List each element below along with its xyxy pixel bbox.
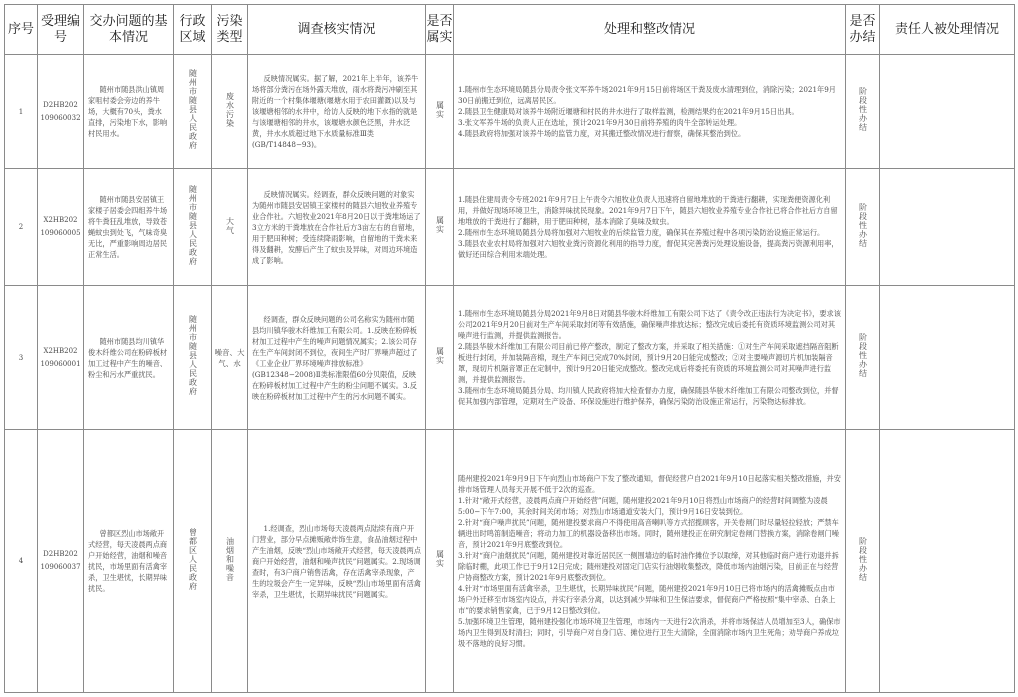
row-completed [846,286,880,430]
header-id: 受理编号 [38,5,84,55]
row-type [212,55,248,169]
header-issue: 交办问题的基本情况 [84,5,174,55]
table-body [5,55,1015,693]
row-verified-text: 属实 [435,216,445,234]
row-handling [454,55,846,169]
row-region-text: 随州市随县人民政府 [188,184,198,266]
row-completed-text: 阶段性办结 [858,333,868,378]
row-type: 噪音、大气、水 [212,286,248,430]
header-accountability: 责任人被处理情况 [880,5,1015,55]
row-type-text: 废水污染 [225,92,235,128]
row-investigation-text: 反映情况属实。据了解，2021年上半年，该养牛场将部分粪污在场外露天堆放，雨水将粪污冲刷至其附近的一个村集体堰塘(堰塘水用于农田灌溉)以及与该堰塘相邻的水井中，给访人反映的地下水指的就是与该堰塘相邻的井水，该堰塘水颜色泛黑，井水泛黄，井水水质超过地下水质量标准Ⅲ类(GB/T14848−93)。 [252,74,419,149]
row-investigation [248,55,426,169]
row-issue-text: 随州市随县安居镇王家楼子居委会四组养牛场将牛粪狂乱堆放，导致苍蝇蚊虫到处飞，气味奇臭无比，严重影响周边居民正常生活。 [88,195,168,259]
row-completed-text: 阶段性办结 [858,536,868,582]
table-row [5,55,1015,169]
row-seq: 3 [5,286,38,430]
row-id-line1: X2HB202 [43,216,78,224]
row-verified-text: 属实 [435,346,445,365]
row-id-line1: D2HB202 [43,100,78,109]
row-completed [846,430,880,693]
header-region: 行政区域 [174,5,212,55]
handling-item: 随州建投2021年9月9日下午向烈山市场商户下发了整改通知，督促经营户自2021年9月10日起落实相关整改措施，并安排市场管理人员每天开展不低于2次的巡查。 [458,474,841,494]
row-region [174,286,212,430]
handling-item: 4.针对“市场里面有活禽宰杀，卫生堪忧，长期异味扰民”问题，随州建投2021年9月10日已将市场内的活禽摊贩点由市场户外迁移至市场室内设点，并实行宰杀分离，以达到减少异味和卫生保洁要求，督促商户严格按照“集中宰杀、白条上市”的要求销售家禽，已于9月12日整改到位。 [458,584,836,615]
header-handling: 处理和整改情况 [454,5,846,55]
handling-item: 5.加强环境卫生管理，随州建投强化市场环境卫生管理，市场内一天进行2次消杀，并将市场保洁人员增加至3人，确保市场内卫生得到及时清扫；同时，引导商户对自身门店、摊位进行卫生大清除，全面消除市场内卫生死角；劝导商户养成垃圾不落地的良好习惯。 [458,617,841,648]
row-completed [846,169,880,286]
row-id-line2: 109060001 [40,359,81,368]
row-type [212,169,248,286]
row-id-line2: 109060037 [40,563,81,571]
row-id-line1: D2HB202 [43,550,78,558]
row-seq: 1 [5,55,38,169]
header-completed: 是否办结 [846,5,880,55]
row-issue [84,286,174,430]
row-accountability [880,55,1015,169]
header-row [5,5,1015,55]
row-verified [426,55,454,169]
row-region [174,430,212,693]
row-investigation-text: 经调查，群众反映问题的公司名称实为随州市随县均川镇华骏木纤维加工有限公司。1.反映在粉碎板材加工过程中产生的噪声问题情况属实；2.该公司存在生产车间封闭不到位，夜间生产时厂界噪声超过了《工业企业厂界环境噪声排放标准》(GB12348−2008)Ⅱ类标准限值60分贝限值，反映在粉碎板材加工过程中产生的粉尘问题不属实。3.反映在粉碎板材加工过程中产生的污水问题不属实。 [252,314,418,401]
handling-item: 2.随县卫生健康局对该养牛场附近堰塘和村民的井水进行了取样监测，检测结果约在2021年9月15日出具。 [458,107,799,116]
row-region-text: 随州市随县人民政府 [188,69,198,150]
row-id [38,286,84,430]
handling-item: 2.针对“商户噪声扰民”问题，随州建投要求商户不得使用高音喇叭等方式招揽顾客，开关卷闸门时尽量轻拉轻放；严禁车辆进出时鸣笛制造噪音；将动力加工的机器设备移出市场。同时，随州建投正在研究制定卷闸门替换方案，消除卷闸门噪音，预计2021年9月底整改到位。 [458,518,839,549]
row-verified-text: 属实 [435,100,445,119]
row-investigation [248,430,426,693]
row-verified-text: 属实 [435,550,445,568]
handling-item: 3.针对“商户油烟扰民”问题，随州建投对靠近居民区一侧围墙边的临时油作摊位予以取缔，对其他临时商户进行劝退并拆除临时棚，此项工作已于9月12日完成；随州建投对固定门店实行油烟收集整改，降低市场内油烟污染，目前正在与经营户协商整改方案，预计2021年9月底整改到位。 [458,551,839,582]
row-seq: 4 [5,430,38,693]
row-issue [84,55,174,169]
row-type-text: 大气 [225,216,235,235]
table-row [5,169,1015,286]
row-id [38,55,84,169]
row-handling [454,286,846,430]
row-verified [426,286,454,430]
row-investigation [248,169,426,286]
row-accountability [880,286,1015,430]
handling-item: 1.随州市生态环境局随县分局2021年9月8日对随县华骏木纤维加工有限公司下达了《责令改正违法行为决定书》，要求该公司2021年9月20日前对生产车间采取封闭等有效措施，确保噪声排放达标；整改完成后委托有资质环境监测公司对其噪声进行监测，并提供监测报告。 [458,309,841,340]
row-region [174,55,212,169]
row-id [38,430,84,693]
header-type: 污染类型 [212,5,248,55]
handling-item: 2.随县华骏木纤维加工有限公司目前已停产整改，制定了整改方案，并采取了相关措施：①对生产车间采取遮挡隔音阻断板进行封闭，并加装隔音棉，现生产车间已完成70%封闭，预计9月20日能完成整改；②对主要噪声源切片机加装隔音罩，现切片机隔音罩正在定制中，预计9月20日能完成整改。整改完成后将委托有资质的环境监测公司对其噪声进行监测，并提供监测报告。 [458,342,839,384]
row-id-line1: X2HB202 [43,346,78,355]
row-type-text: 油烟和噪音 [225,537,235,582]
row-investigation-text: 1.经调查，烈山市场每天凌晨两点陆续有商户开门营业，部分早点摊贩敞炸饰生意，食品油烟过程中产生油烟，反映“烈山市场敞开式经营，每天凌晨两点商户开始经营，油烟和噪声扰民”问题属实。2.现场调查时，有3户商户销售活禽，存在活禽宰杀现象，产生的垃圾会产生一定异味，反映“烈山市场里面有活禽宰杀，卫生堪忧，长期异味扰民”问题属实。 [252,523,421,599]
row-completed [846,55,880,169]
header-seq: 序号 [5,5,38,55]
row-completed-text: 阶段性办结 [858,87,868,132]
row-region [174,169,212,286]
row-verified [426,430,454,693]
row-issue-text: 随州市随县洪山镇周家咀村委会旁边的养牛场，大概有70头，粪水直排，污染地下水，影响村民用水。 [88,85,168,138]
header-investigation: 调查核实情况 [248,5,426,55]
row-issue [84,430,174,693]
table-row [5,430,1015,693]
row-id [38,169,84,286]
assignment-table [4,4,1015,693]
row-handling [454,169,846,286]
handling-item: 1.随州市生态环境局随县分局责令张文军养牛场2021年9月15日前将场区干粪及废水清理到位，消除污染；2021年9月30日前搬迁到位，远离居民区。 [458,85,836,105]
handling-item: 3.张文军养牛场的负责人正在选址，预计2021年9月30日前将养殖的肉牛全部转运处理。 [458,118,742,127]
row-seq: 2 [5,169,38,286]
handling-item: 4.随县政府将加强对该养牛场的监管力度，对其搬迁整改情况进行督察，确保其整治到位。 [458,129,746,138]
table-row [5,286,1015,430]
row-issue [84,169,174,286]
header-verified: 是否属实 [426,5,454,55]
row-id-line2: 109060032 [40,113,81,122]
row-accountability [880,430,1015,693]
row-investigation [248,286,426,430]
row-handling [454,430,846,693]
row-id-line2: 109060005 [40,229,81,237]
row-verified [426,169,454,286]
row-completed-text: 阶段性办结 [858,202,868,248]
row-region-text: 随州市随县人民政府 [188,315,198,396]
row-accountability [880,169,1015,286]
row-investigation-text: 反映情况属实。经调查，群众反映问题的对象实为随州市随县安居镇王家楼村的随县六旭牧业养殖专业合作社。六旭牧业2021年8月20日以于粪堆场运了3立方米的干粪堆放在合作社后方3亩左右的自留地，用于肥田种树；受连续降雨影响，自留地的干粪未来得及翻耕，发酵后产生了蚊虫及异味，对周边环境造成了影响。 [252,189,421,265]
handling-item: 3.随州市生态环境局随县分局、均川镇人民政府将加大检查督办力度，确保随县华骏木纤维加工有限公司整改到位，并督促其加强内部管理，定期对生产设备、环保设施进行维护保养，确保污染防治设施正常运行，污染物达标排放。 [458,386,839,406]
row-region-text: 曾都区人民政府 [188,527,198,591]
handling-item: 1.随县住建局责令专班2021年9月7日上午责令六旭牧业负责人迅速将自留地堆放的干粪进行翻耕，实现粪便资源化利用，并做好现场环境卫生，消除异味扰民现象。2021年9月7日下午，随县六旭牧业养殖专业合作社已将合作社后方自留地堆放的干粪进行了翻耕，用于肥田种树，基本消除了臭味及蚊虫。 [458,195,838,226]
row-issue-text: 曾都区烈山市场敞开式经营，每天凌晨两点商户开始经营，油烟和噪音扰民，市场里面有活禽宰杀，卫生堪忧，长期异味扰民。 [88,529,168,593]
handling-item: 3.随县农业农村局将加强对六旭牧业粪污资源化利用的指导力度，督促其完善粪污处理设施设备，提高粪污资源利用率，做好还田综合利用末端处理。 [458,239,839,259]
handling-item: 2.随州市生态环境局随县分局将加强对六旭牧业的后续监管力度，确保其在养殖过程中各项污染防治设施正常运行。 [458,228,825,237]
handling-item: 1.针对“敞开式经营，凌晨两点商户开始经营”问题，随州建投2021年9月10日将烈山市场商户的经营时间调整为凌晨5:00−下午7:00，其余时间关闭市场；对烈山市场通道安装大门，预计9月16日安装到位。 [458,496,828,516]
row-issue-text: 随州市随县均川镇华俊木纤维公司在粉碎板材加工过程中产生的噪音、粉尘和污水严重扰民。 [88,336,168,379]
row-type [212,430,248,693]
